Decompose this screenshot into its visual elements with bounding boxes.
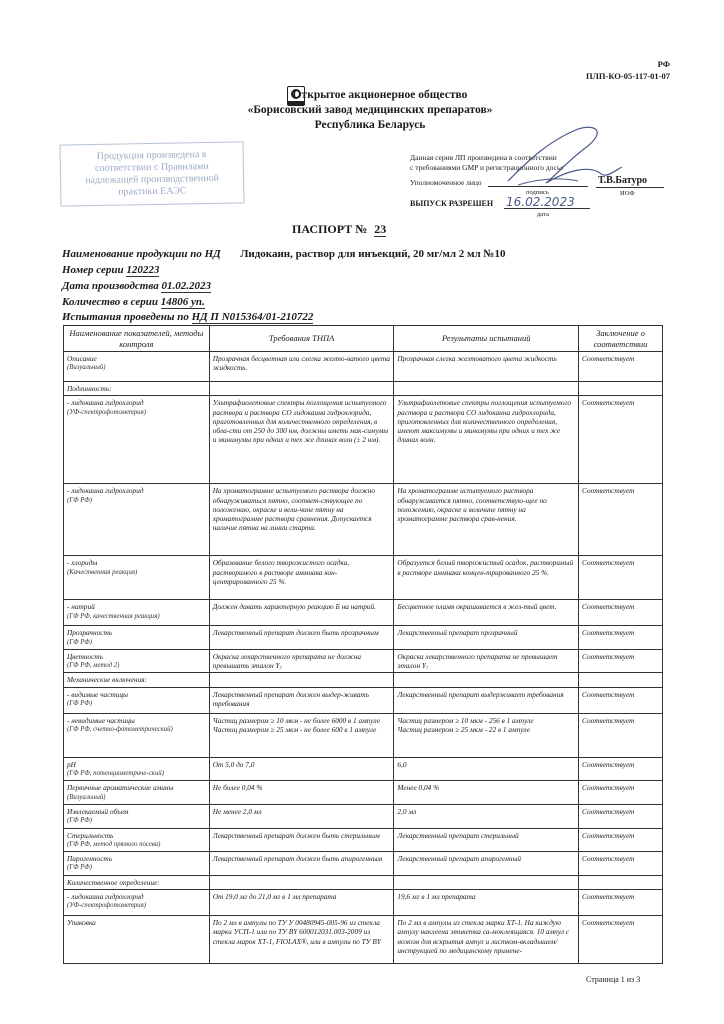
- indicator-name: Подлинность:: [67, 384, 112, 393]
- indicator-cell: [64, 649, 210, 673]
- series-label: Номер серии: [62, 264, 124, 276]
- company-line-3: Республика Беларусь: [314, 119, 426, 131]
- indicator-method: (ГФ РФ): [67, 496, 92, 504]
- table-row: [64, 396, 663, 484]
- result-cell: Лекарственный препарат прозрачный: [394, 626, 579, 650]
- indicator-name: Стерильность: [67, 830, 114, 840]
- indicator-method: (УФ-спектрофотометрия): [67, 408, 147, 416]
- indicator-method: (Визуальный): [67, 793, 106, 801]
- indicator-method: (ГФ РФ): [67, 817, 92, 825]
- date-caption: дата: [537, 211, 549, 218]
- conclusion-cell: Соответствует: [579, 713, 663, 757]
- requirement-cell: [209, 875, 394, 889]
- code-line-2: ПЛП-КО-05-117-01-07: [585, 71, 670, 81]
- column-header: Заключение о соответствии: [579, 326, 663, 352]
- requirement-cell: Не менее 2,0 мл: [209, 804, 394, 828]
- indicator-name: - хлориды: [67, 558, 98, 568]
- tests-row: [62, 310, 313, 324]
- table-row: [64, 600, 663, 626]
- indicator-cell: [64, 687, 210, 713]
- column-header: Наименование показателей, методы контроля: [64, 326, 210, 352]
- table-row: [64, 484, 663, 556]
- stamp-line: практики ЕАЭС: [118, 185, 187, 198]
- indicator-name: - лидокаина гидрохлорид: [67, 892, 144, 902]
- indicator-method: (УФ-спектрофотометрия): [67, 902, 147, 910]
- result-cell: Лекарственный препарат выдерживает требования: [394, 687, 579, 713]
- indicator-name: Пирогенность: [67, 854, 113, 864]
- test-results-table: [63, 325, 663, 964]
- indicator-method: (ГФ РФ): [67, 864, 92, 872]
- indicator-cell: [64, 352, 210, 382]
- conclusion-cell: Соответствует: [579, 484, 663, 556]
- product-row: [62, 247, 505, 261]
- table-row: [64, 757, 663, 781]
- requirement-cell: Лекарственный препарат должен быть прозрачным: [209, 626, 394, 650]
- indicator-cell: [64, 890, 210, 916]
- tests-value: НД П N015364/01-210722: [191, 311, 314, 323]
- conclusion-cell: Соответствует: [579, 916, 663, 964]
- requirement-cell: [209, 382, 394, 396]
- result-cell: Менее 0,04 %: [394, 781, 579, 805]
- requirement-cell: Лекарственный препарат должен быть стерильным: [209, 828, 394, 852]
- table-row: [64, 649, 663, 673]
- requirement-cell: Образование белого творожистого осадка, растворимого в растворе аммиака кон-центрированного 25 %.: [209, 556, 394, 600]
- requirement-cell: На хроматограмме испытуемого раствора должно обнаруживаться пятно, соответ-ствующее по положению, окраске и вели-чине пятну на хроматограмме раствора сравнения. Допускается наличие пятна на линии старта.: [209, 484, 394, 556]
- table-row: [64, 687, 663, 713]
- result-cell: Ультрафиолетовые спектры поглощения испытуемого раствора и раствора СО лидокаина гидрохлорида, приготовленных для количественного определения, имеют максимумы и минимумы при одних и тех же длинах волн.: [394, 396, 579, 484]
- conclusion-cell: Соответствует: [579, 781, 663, 805]
- indicator-name: - невидимые частицы: [67, 715, 135, 725]
- requirement-cell: Окраска лекарственного препарата не должна превышать эталон Y₇: [209, 649, 394, 673]
- table-row: [64, 875, 663, 889]
- indicator-method: (ГФ РФ, счетно-фотометрический): [67, 726, 173, 734]
- conclusion-cell: Соответствует: [579, 649, 663, 673]
- result-cell: Лекарственный препарат стерильный: [394, 828, 579, 852]
- table-row: [64, 626, 663, 650]
- indicator-cell: [64, 875, 210, 889]
- conclusion-cell: Соответствует: [579, 757, 663, 781]
- table-row: [64, 382, 663, 396]
- result-cell: 2,0 мл: [394, 804, 579, 828]
- indicator-cell: [64, 484, 210, 556]
- quantity-label: Количество в серии: [62, 296, 159, 308]
- release-line-2: с требованиями GMP и регистрационного досье: [410, 163, 564, 172]
- requirement-cell: Ультрафиолетовые спектры поглощения испытуемого раствора и раствора СО лидокаина гидрохлорида, приготовленных для количественного определения, в обла-сти от 250 до 300 нм, должны иметь мак-симумы и минимумы при одних и тех же длинах волн (± 2 нм).: [209, 396, 394, 484]
- conclusion-cell: Соответствует: [579, 687, 663, 713]
- indicator-name: Механические включения:: [67, 675, 147, 685]
- signature-caption: подпись: [526, 189, 549, 196]
- requirement-cell: Частиц размером ≥ 10 мкм - не более 6000 в 1 ампуле Частиц размером ≥ 25 мкм - не более 600 в 1 ампуле: [209, 713, 394, 757]
- indicator-name: Упаковка: [67, 918, 96, 928]
- passport-label: ПАСПОРТ №: [292, 222, 368, 236]
- indicator-cell: [64, 757, 210, 781]
- production-date-label: Дата производства: [62, 280, 159, 292]
- indicator-cell: [64, 673, 210, 687]
- requirement-cell: Лекарственный препарат должен выдер-живать требования: [209, 687, 394, 713]
- conclusion-cell: Соответствует: [579, 352, 663, 382]
- quantity-value: 14806 уп.: [160, 296, 205, 308]
- indicator-cell: [64, 396, 210, 484]
- table-row: [64, 673, 663, 687]
- result-cell: [394, 875, 579, 889]
- conclusion-cell: Соответствует: [579, 828, 663, 852]
- indicator-cell: [64, 916, 210, 964]
- indicator-name: Количественное определение:: [67, 877, 160, 887]
- table-row: [64, 804, 663, 828]
- table-body: [64, 352, 663, 964]
- result-cell: Бесцветное пламя окрашивается в жел-тый цвет.: [394, 600, 579, 626]
- requirement-cell: По 2 мл в ампулы по ТУ У 00480945-005-96 из стекла марки УСП-1 или по ТУ BY 600012031.003-2009 из стекла марок ХТ-1, FIOLAX®, или в ампулы по ТУ BY: [209, 916, 394, 964]
- document-code: [560, 58, 670, 82]
- result-cell: [394, 382, 579, 396]
- conclusion-cell: Соответствует: [579, 556, 663, 600]
- indicator-cell: [64, 852, 210, 876]
- conclusion-cell: Соответствует: [579, 890, 663, 916]
- column-header: Требования ТНПА: [209, 326, 394, 352]
- table-header-row: [64, 326, 663, 352]
- indicator-cell: [64, 804, 210, 828]
- table-row: [64, 352, 663, 382]
- indicator-cell: [64, 556, 210, 600]
- requirement-cell: Должен давать характерную реакцию Б на натрий.: [209, 600, 394, 626]
- signature-icon: [488, 121, 648, 201]
- conclusion-cell: Соответствует: [579, 626, 663, 650]
- indicator-name: Описание: [67, 354, 97, 363]
- table-row: [64, 781, 663, 805]
- authorized-person-label: Уполномоченное лицо: [410, 178, 482, 187]
- conclusion-cell: Соответствует: [579, 600, 663, 626]
- indicator-name: - натрий: [67, 602, 95, 612]
- result-cell: На хроматограмме испытуемого раствора обнаруживается пятно, соответствую-щее по положению, окраске и величине пятну на хроматограмме раствора срав-нения.: [394, 484, 579, 556]
- result-cell: [394, 673, 579, 687]
- indicator-method: (ГФ РФ, метод 2): [67, 662, 120, 670]
- gmp-stamp: [59, 141, 244, 206]
- indicator-method: (ГФ РФ, потенциометриче-ский): [67, 770, 164, 778]
- product-label: Наименование продукции по НД: [62, 248, 221, 260]
- conclusion-cell: Соответствует: [579, 852, 663, 876]
- authorized-name: Т.В.Батуро: [598, 175, 648, 186]
- stamp-line: соответствии с Правилами: [94, 161, 209, 174]
- requirement-cell: От 19,0 мг до 21,0 мг в 1 мл препарата: [209, 890, 394, 916]
- passport-title: [292, 222, 386, 237]
- stamp-line: Продукция произведена в: [96, 149, 207, 162]
- passport-number: 23: [374, 222, 387, 236]
- release-label: ВЫПУСК РАЗРЕШЕН: [410, 199, 494, 208]
- table-row: [64, 828, 663, 852]
- series-row: [62, 263, 159, 277]
- indicator-name: Извлекаемый объем: [67, 806, 129, 816]
- indicator-method: (ГФ РФ): [67, 700, 92, 708]
- quantity-row: [62, 295, 205, 309]
- result-cell: Частиц размером ≥ 10 мкм - 256 в 1 ампуле Частиц размером ≥ 25 мкм - 22 в 1 ампуле: [394, 713, 579, 757]
- indicator-cell: [64, 713, 210, 757]
- conclusion-cell: [579, 382, 663, 396]
- indicator-name: - лидокаина гидрохлорид: [67, 486, 144, 496]
- conclusion-cell: Соответствует: [579, 804, 663, 828]
- indicator-name: - лидокаина гидрохлорид: [67, 398, 144, 408]
- requirement-cell: Лекарственный препарат должен быть апирогенным: [209, 852, 394, 876]
- indicator-name: - видимые частицы: [67, 689, 128, 699]
- company-line-2: «Борисовский завод медицинских препаратов»: [247, 104, 493, 116]
- company-line-1: Открытое акционерное общество: [292, 89, 468, 101]
- result-cell: Окраска лекарственного препарата не превышает эталон Y₇: [394, 649, 579, 673]
- requirement-cell: Не более 0,04 %: [209, 781, 394, 805]
- conclusion-cell: [579, 875, 663, 889]
- indicator-name: Первичные ароматические амины: [67, 783, 174, 793]
- indicator-method: (ГФ РФ, качественная реакция): [67, 612, 160, 620]
- production-date-value: 01.02.2023: [161, 280, 211, 292]
- date-line: [504, 208, 590, 209]
- requirement-cell: От 5,0 до 7,0: [209, 757, 394, 781]
- release-date: 16.02.2023: [506, 195, 575, 209]
- requirement-cell: Прозрачная бесцветная или слегка желто-ватого цвета жидкость.: [209, 352, 394, 382]
- table-row: [64, 916, 663, 964]
- result-cell: По 2 мл в ампулы из стекла марки ХТ-1. На каждую ампулу наклеена этикетка са-моклеящаяся. 10 ампул с ножом для вскрытия ампул и листком-вкладышем/ инструкцией по медицинскому примене-: [394, 916, 579, 964]
- table-row: [64, 852, 663, 876]
- table-row: [64, 713, 663, 757]
- page-footer: Страница 1 из 3: [586, 975, 641, 984]
- conclusion-cell: Соответствует: [579, 396, 663, 484]
- column-header: Результаты испытаний: [394, 326, 579, 352]
- conclusion-cell: [579, 673, 663, 687]
- product-value: Лидокаин, раствор для инъекций, 20 мг/мл 2 мл №10: [240, 248, 506, 260]
- result-cell: Образуется белый творожистый осадок, растворимый в растворе аммиака концен-трированного 25 %.: [394, 556, 579, 600]
- tests-label: Испытания проведены по: [62, 311, 189, 323]
- result-cell: Прозрачная слегка желтоватого цвета жидкость: [394, 352, 579, 382]
- result-cell: 6,0: [394, 757, 579, 781]
- table-row: [64, 556, 663, 600]
- indicator-cell: [64, 781, 210, 805]
- indicator-method: (ГФ РФ): [67, 638, 92, 646]
- indicator-cell: [64, 626, 210, 650]
- indicator-name: Прозрачность: [67, 628, 113, 638]
- indicator-method: (Качественная реакция): [67, 568, 138, 576]
- requirement-cell: [209, 673, 394, 687]
- indicator-method: (Визуальный): [67, 364, 106, 372]
- result-cell: 19,6 мг в 1 мл препарата: [394, 890, 579, 916]
- stamp-line: надлежащей производственной: [85, 172, 220, 187]
- indicator-name: pH: [67, 759, 76, 769]
- indicator-cell: [64, 600, 210, 626]
- name-caption: ИОФ: [620, 190, 635, 197]
- production-date-row: [62, 279, 211, 293]
- result-cell: Лекарственный препарат апирогенный: [394, 852, 579, 876]
- release-line-1: Данная серия ЛП произведена в соответствии: [410, 153, 557, 162]
- indicator-name: Цветность: [67, 651, 103, 661]
- indicator-method: (ГФ РФ, метод прямого посева): [67, 840, 161, 848]
- series-value: 120223: [126, 264, 160, 276]
- table-row: [64, 890, 663, 916]
- indicator-cell: [64, 382, 210, 396]
- code-line-1: РФ: [657, 59, 670, 69]
- indicator-cell: [64, 828, 210, 852]
